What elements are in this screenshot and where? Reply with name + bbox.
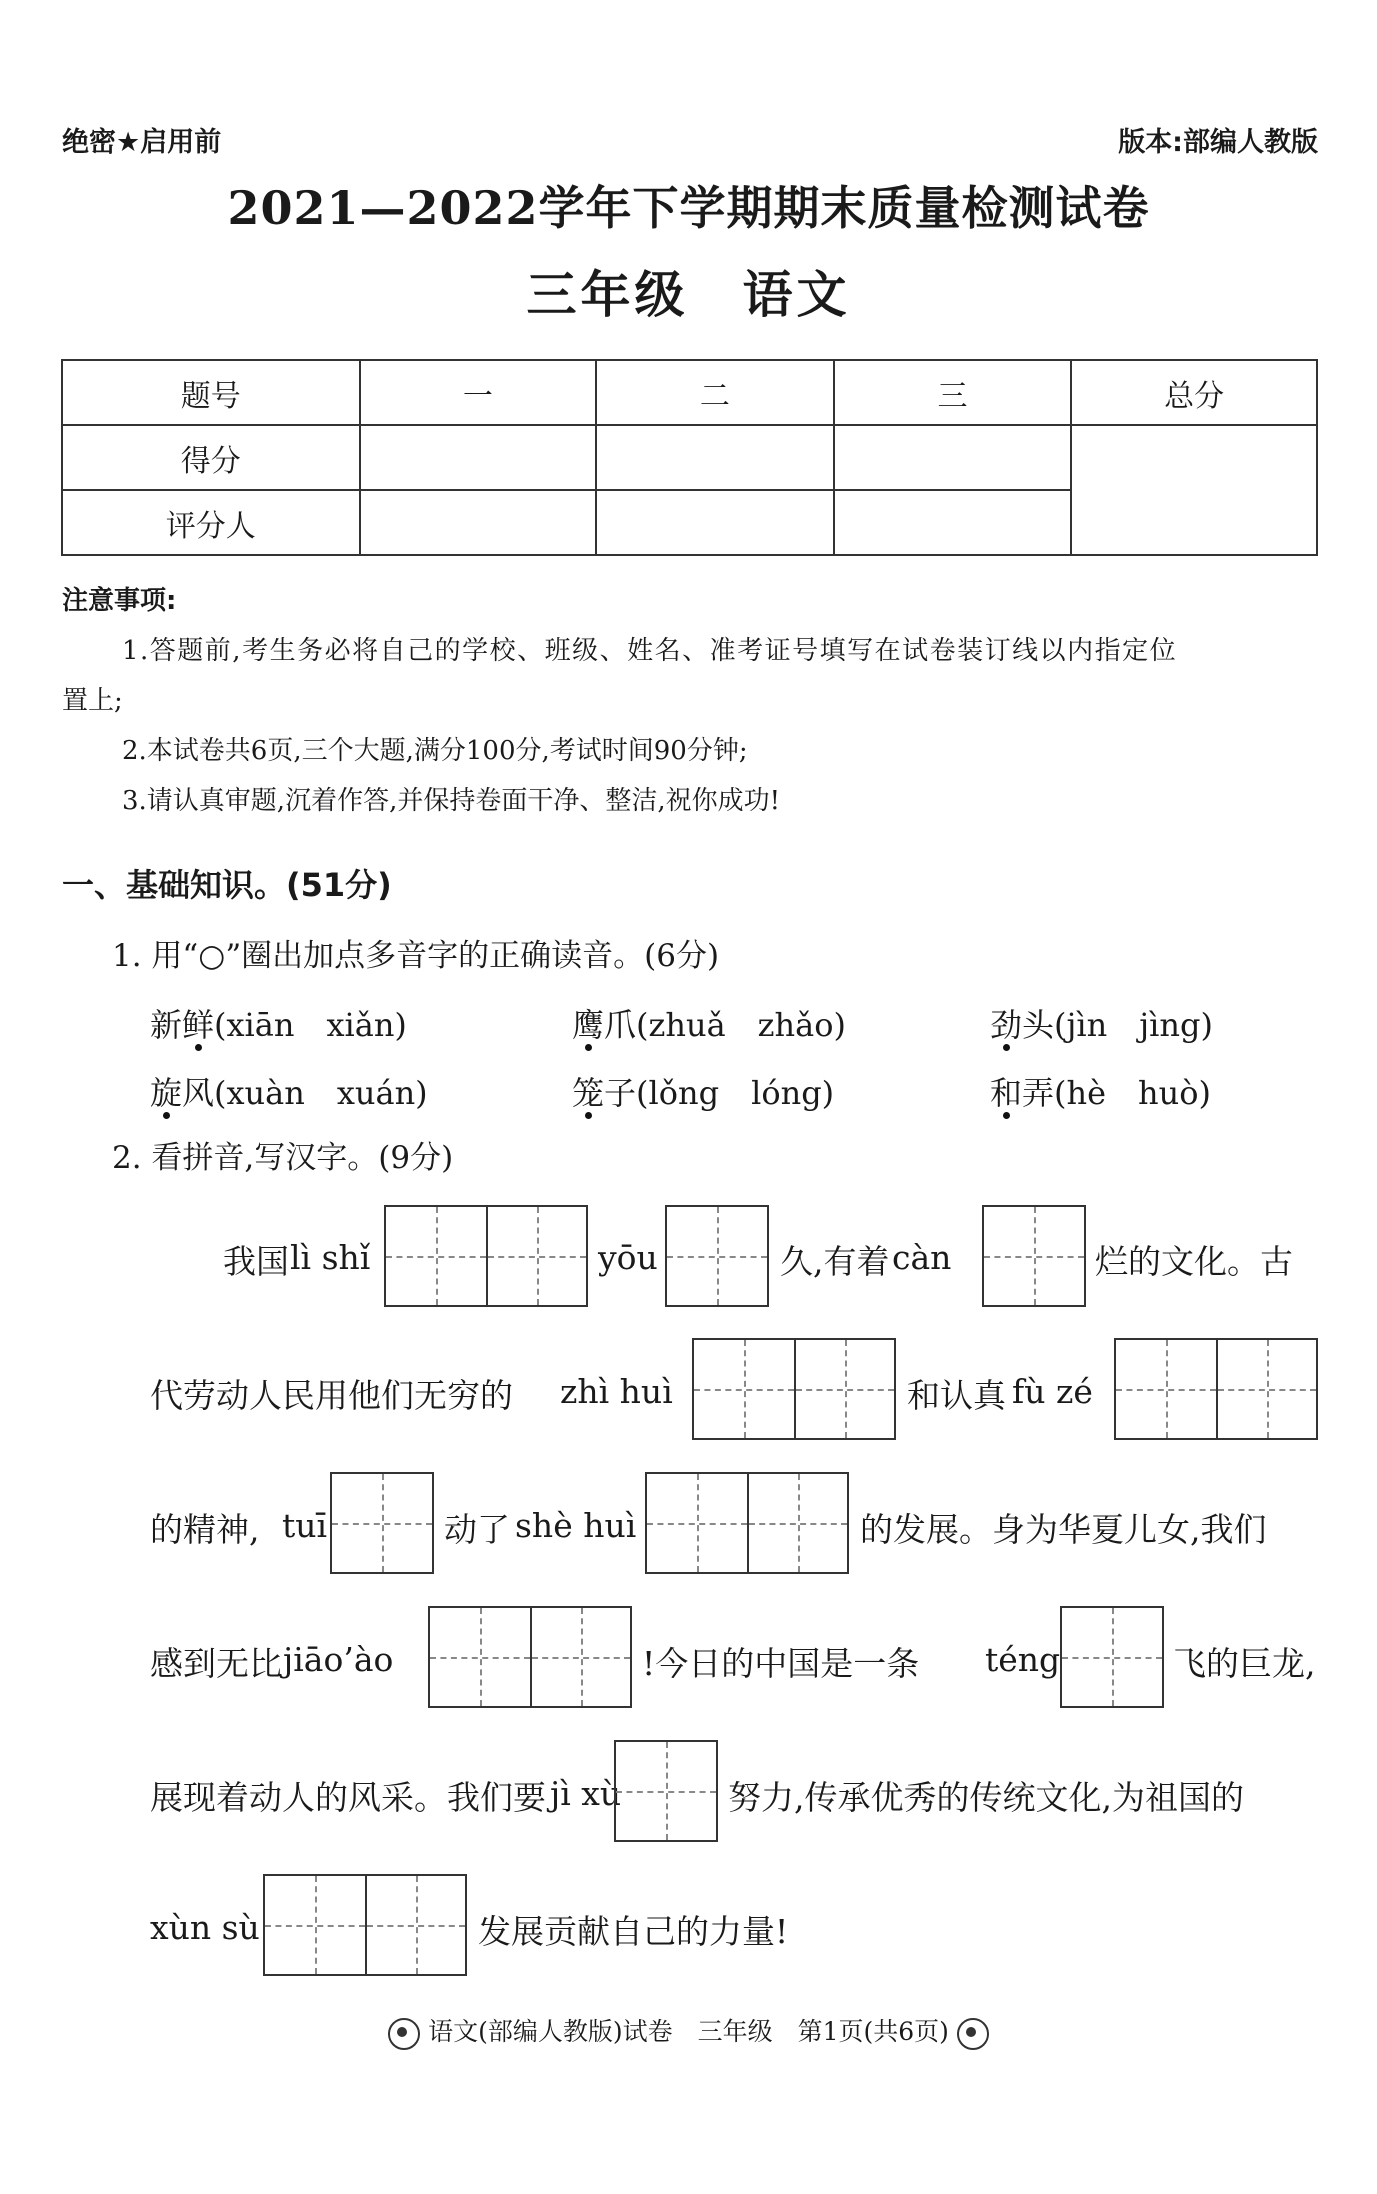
passage-text: 感到无比 [150, 1644, 282, 1683]
emphasis-dot [585, 1112, 592, 1119]
pinyin-option-item[interactable]: 新鲜(xiān xiǎn) [150, 1006, 407, 1044]
pinyin-option-item[interactable]: 旋风(xuàn xuán) [150, 1074, 428, 1112]
grader-cell[interactable] [596, 490, 834, 555]
writing-grid[interactable] [1114, 1338, 1318, 1440]
writing-grid[interactable] [692, 1338, 896, 1440]
emphasis-dot [1003, 1044, 1010, 1051]
pinyin-option-item[interactable]: 和弄(hè huò) [990, 1074, 1212, 1112]
writing-grid[interactable] [428, 1606, 632, 1708]
pinyin-prompt: zhì huì [560, 1372, 673, 1411]
writing-grid[interactable] [384, 1205, 588, 1307]
question-1-prompt: 1. 用“○”圈出加点多音字的正确读音。(6分) [112, 938, 720, 974]
seal-icon [388, 2018, 420, 2050]
score-cell[interactable] [834, 425, 1072, 490]
table-row [62, 425, 1317, 490]
notice-title: 注意事项: [62, 586, 177, 616]
writing-grid[interactable] [614, 1740, 718, 1842]
table-row-header: 得分 [62, 425, 360, 490]
passage-text: 久,有着 [780, 1242, 890, 1281]
writing-grid[interactable] [982, 1205, 1086, 1307]
page-footer [0, 2012, 1377, 2050]
table-row-header: 题号 [62, 360, 360, 425]
pinyin-prompt: jiāo’ào [283, 1640, 394, 1679]
passage-text: 和认真 [907, 1376, 1006, 1415]
table-col-header: 三 [834, 360, 1072, 425]
pinyin-prompt: yōu [598, 1238, 658, 1277]
page-title: 2021—2022学年下学期期末质量检测试卷 [227, 181, 1150, 235]
emphasis-dot [195, 1044, 202, 1051]
writing-grid[interactable] [1060, 1606, 1164, 1708]
pinyin-prompt: xùn sù [150, 1908, 260, 1947]
score-cell[interactable] [596, 425, 834, 490]
grader-cell[interactable] [360, 490, 597, 555]
passage-text: 烂的文化。古 [1095, 1242, 1293, 1281]
pinyin-prompt: lì shǐ [290, 1238, 371, 1277]
notice-item-2: 2.本试卷共6页,三个大题,满分100分,考试时间90分钟; [122, 736, 748, 766]
pinyin-prompt: fù zé [1012, 1372, 1093, 1411]
footer-text: 语文(部编人教版)试卷 三年级 第1页(共6页) [428, 2017, 949, 2046]
section-title: 一、基础知识。(51分) [62, 866, 392, 904]
pinyin-prompt: jì xù [550, 1774, 622, 1813]
passage-text: 的精神, [150, 1510, 260, 1549]
passage-text: 展现着动人的风采。我们要 [150, 1778, 546, 1817]
total-score-cell[interactable] [1071, 425, 1317, 555]
pinyin-option-item[interactable]: 劲头(jìn jìng) [990, 1006, 1213, 1044]
table-row-header: 评分人 [62, 490, 360, 555]
version-label: 版本:部编人教版 [1118, 127, 1318, 158]
pinyin-prompt: tuī [282, 1506, 328, 1545]
score-cell[interactable] [360, 425, 597, 490]
page-subtitle: 三年级 语文 [526, 265, 851, 324]
pinyin-option-item[interactable]: 笼子(lǒng lóng) [572, 1074, 835, 1112]
writing-grid[interactable] [330, 1472, 434, 1574]
emphasis-dot [1003, 1112, 1010, 1119]
table-col-header: 总分 [1071, 360, 1317, 425]
grader-cell[interactable] [834, 490, 1072, 555]
passage-text: 代劳动人民用他们无穷的 [150, 1376, 513, 1415]
pinyin-option-item[interactable]: 鹰爪(zhuǎ zhǎo) [572, 1006, 846, 1044]
question-2-prompt: 2. 看拼音,写汉字。(9分) [112, 1140, 454, 1176]
passage-text: 我国 [223, 1242, 289, 1281]
writing-grid[interactable] [665, 1205, 769, 1307]
notice-item-1: 1.答题前,考生务必将自己的学校、班级、姓名、准考证号填写在试卷装订线以内指定位 [122, 636, 1178, 666]
passage-text: !今日的中国是一条 [642, 1644, 920, 1683]
emphasis-dot [585, 1044, 592, 1051]
passage-text: 动了 [444, 1510, 510, 1549]
passage-text: 飞的巨龙, [1173, 1644, 1316, 1683]
writing-grid[interactable] [645, 1472, 849, 1574]
pinyin-prompt: shè huì [515, 1506, 637, 1545]
pinyin-prompt: càn [892, 1238, 952, 1277]
passage-text: 的发展。身为华夏儿女,我们 [860, 1510, 1267, 1549]
writing-grid[interactable] [263, 1874, 467, 1976]
table-col-header: 一 [360, 360, 597, 425]
table-row [62, 360, 1317, 425]
passage-text: 发展贡献自己的力量! [478, 1912, 789, 1951]
pinyin-prompt: téng [985, 1640, 1061, 1679]
table-col-header: 二 [596, 360, 834, 425]
passage-text: 努力,传承优秀的传统文化,为祖国的 [728, 1778, 1244, 1817]
seal-icon [957, 2018, 989, 2050]
score-table [61, 359, 1318, 556]
notice-item-1-cont: 置上; [62, 686, 123, 716]
notice-item-3: 3.请认真审题,沉着作答,并保持卷面干净、整洁,祝你成功! [122, 786, 781, 816]
emphasis-dot [163, 1112, 170, 1119]
secret-label: 绝密★启用前 [62, 127, 222, 158]
